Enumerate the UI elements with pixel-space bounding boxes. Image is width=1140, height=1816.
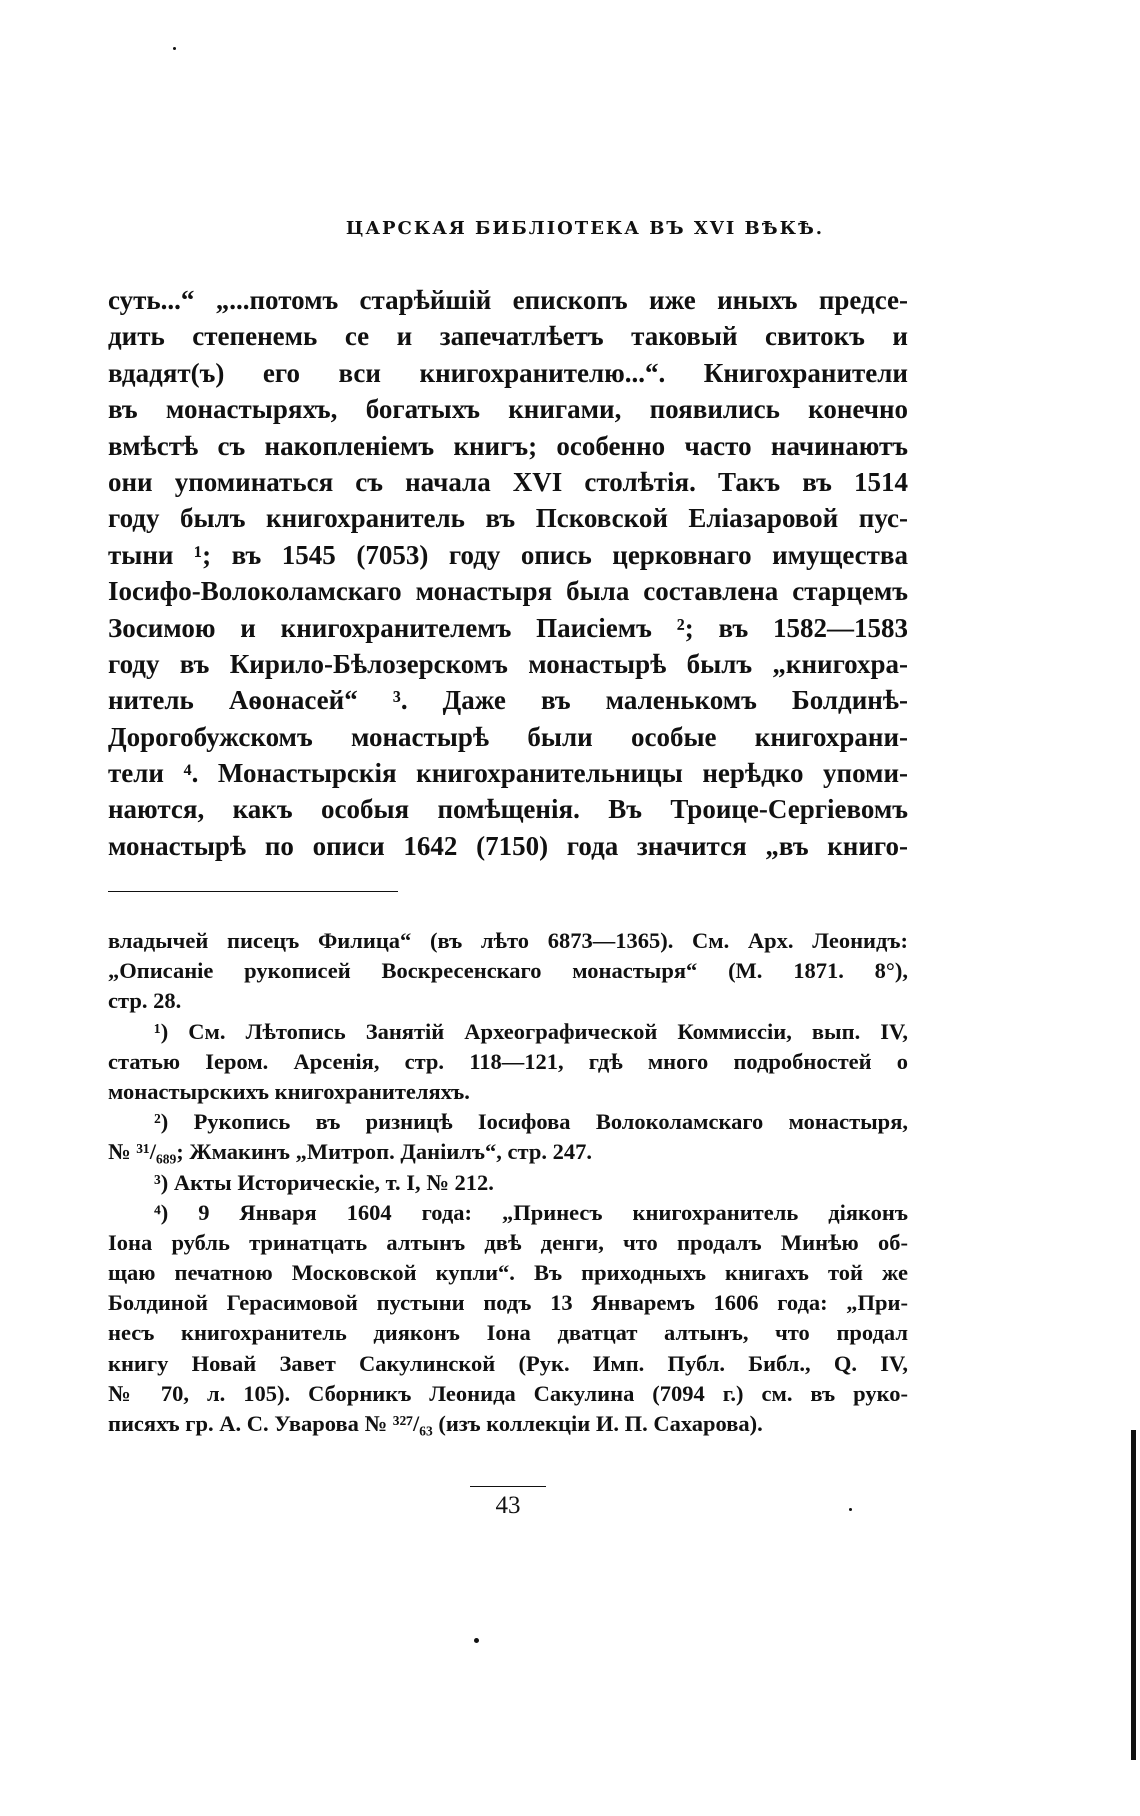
text-line: вмѣстѣ съ накопленіемъ книгъ; особенно часто начинаютъ <box>108 430 908 461</box>
text-line: году былъ книгохранитель въ Псковской Еліазаровой пус- <box>108 503 908 534</box>
text-line: году въ Кирило-Бѣлозерскомъ монастырѣ былъ „книгохра- <box>108 648 908 679</box>
footnote-2: ²) Рукопись въ ризницѣ Іосифова Волоколамскаго монастыря, <box>154 1109 908 1135</box>
footnote-line: несъ книгохранитель дияконъ Іона дватцат алтынъ, что продал <box>108 1320 908 1346</box>
page-number-rule <box>470 1486 546 1487</box>
footnote-line: писяхъ гр. А. С. Уварова № ³²⁷/₆₃ (изъ коллекціи И. П. Сахарова). <box>108 1411 763 1436</box>
footnote-line: „Описаніе рукописей Воскресенскаго монастыря“ (М. 1871. 8°), <box>108 958 908 984</box>
footnote-line: книгу Новай Завет Сакулинской (Рук. Имп. Публ. Библ., Q. IV, <box>108 1350 908 1376</box>
text-line: наются, какъ особыя помѣщенія. Въ Троице-Сергіевомъ <box>108 794 908 825</box>
footnote-3: ³) Акты Историческіе, т. I, № 212. <box>154 1169 494 1195</box>
footnote-line: статью Іером. Арсенія, стр. 118—121, гдѣ много подробностей о <box>108 1048 908 1074</box>
footnote-line: Болдиной Герасимовой пустыни подъ 13 Январемъ 1606 года: „При- <box>108 1290 908 1316</box>
footnote-line: щаю печатною Московской купли“. Въ приходныхъ книгахъ той же <box>108 1260 908 1286</box>
scan-speck <box>849 1508 852 1511</box>
page-number: 43 <box>495 1492 521 1519</box>
text-line: суть...“ „...потомъ старѣйшій епископъ иже иныхъ предсе- <box>108 285 908 315</box>
footnote-line: владычей писецъ Филица“ (въ лѣто 6873—1365). См. Арх. Леонидъ: <box>108 928 908 953</box>
footnote-line: стр. 28. <box>108 988 182 1014</box>
text-line: вдадят(ъ) его вси книгохранителю...“. Книгохранители <box>108 357 908 388</box>
text-line: тыни ¹; въ 1545 (7053) году опись церковнаго имущества <box>108 539 908 570</box>
text-line: Дорогобужскомъ монастырѣ были особые книгохрани- <box>108 721 908 752</box>
text-line: дить степенемь се и запечатлѣетъ таковый свитокъ и <box>108 321 908 352</box>
footnote-line: монастырскихъ книгохранителяхъ. <box>108 1078 470 1104</box>
footnote-line: № ³¹/₆₈₉; Жмакинъ „Митроп. Даніилъ“, стр. 247. <box>108 1139 592 1165</box>
text-line: Зосимою и книгохранителемъ Паисіемъ ²; въ 1582—1583 <box>108 612 908 643</box>
footnote-line: № 70, л. 105). Сборникъ Леонида Сакулина (7094 г.) см. въ руко- <box>108 1380 908 1406</box>
text-line: они упоминаться съ начала XVI столѣтія. Такъ въ 1514 <box>108 466 908 497</box>
text-line: нитель Аѳонасей“ ³. Даже въ маленькомъ Болдинѣ- <box>108 685 908 716</box>
footnote-4: ⁴) 9 Января 1604 года: „Принесъ книгохранитель діяконъ <box>154 1199 908 1225</box>
footnotes-block <box>108 926 908 1439</box>
running-header: ЦАРСКАЯ БИБЛІОТЕКА ВЪ XVI ВѢКѢ. <box>345 218 825 239</box>
footnote-line: Іона рубль тринатцать алтынъ двѣ денги, что продалъ Минѣю об- <box>108 1229 908 1255</box>
text-line: тели ⁴. Монастырскія книгохранительницы нерѣдко упоми- <box>108 758 908 789</box>
main-text-block <box>108 282 908 864</box>
footnote-separator <box>108 891 398 892</box>
scan-speck <box>173 47 176 50</box>
text-line: Іосифо-Волоколамскаго монастыря была составлена старцемъ <box>108 576 908 607</box>
text-line: монастырѣ по описи 1642 (7150) года значится „въ книго- <box>108 830 908 861</box>
text-line: въ монастыряхъ, богатыхъ книгами, появились конечно <box>108 394 908 425</box>
scan-edge-mark <box>1131 1430 1136 1760</box>
scan-speck <box>474 1638 479 1643</box>
footnote-1: ¹) См. Лѣтопись Занятій Археографической Коммиссіи, вып. IV, <box>154 1018 908 1044</box>
